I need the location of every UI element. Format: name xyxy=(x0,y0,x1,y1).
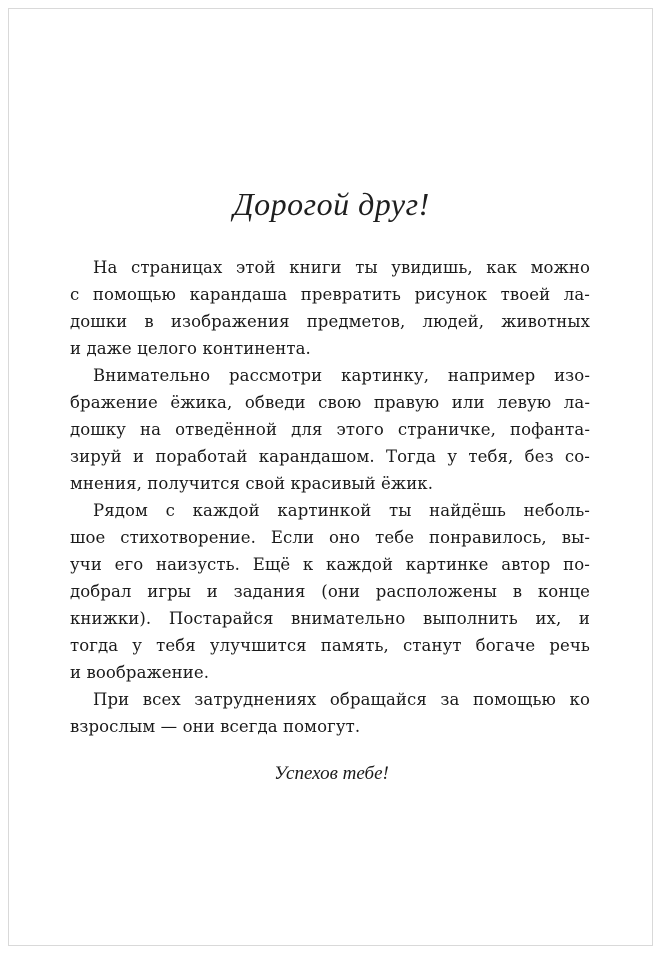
paragraph-1-line-1: На страницах этой книги ты увидишь, как можно xyxy=(93,258,590,277)
closing-wish: Успехов тебе! xyxy=(274,763,389,784)
paragraph-2-line-5: мнения, получится свой красивый ёжик. xyxy=(70,474,434,493)
paragraph-4-line-1: При всех затруднениях обращайся за помощью ко xyxy=(93,690,590,709)
paragraph-3-line-4: добрал игры и задания (они расположены в конце xyxy=(70,582,590,601)
paragraph-1-line-2: с помощью карандаша превратить рисунок твоей ла- xyxy=(70,285,590,304)
paragraph-2-line-3: дошку на отведённой для этого страничке, пофанта- xyxy=(70,420,590,439)
paragraph-3-line-3: учи его наизусть. Ещё к каждой картинке автор по- xyxy=(70,555,590,574)
paragraph-3-line-2: шое стихотворение. Если оно тебе понравилось, вы- xyxy=(70,528,590,547)
paragraph-3-line-7: и воображение. xyxy=(70,663,210,682)
paragraph-3-line-6: тогда у тебя улучшится память, станут богаче речь xyxy=(70,636,590,655)
paragraph-1-line-3: дошки в изображения предметов, людей, животных xyxy=(70,312,590,331)
paragraph-2-line-4: зируй и поработай карандашом. Тогда у тебя, без со- xyxy=(70,447,590,466)
paragraph-3-line-1: Рядом с каждой картинкой ты найдёшь неболь- xyxy=(93,501,590,520)
paragraph-1-line-4: и даже целого континента. xyxy=(70,339,311,358)
paragraph-2-line-2: бражение ёжика, обведи свою правую или левую ла- xyxy=(70,393,590,412)
paragraph-3-line-5: книжки). Постарайся внимательно выполнить их, и xyxy=(70,609,590,628)
page-heading: Дорогой друг! xyxy=(233,186,430,222)
paragraph-2-line-1: Внимательно рассмотри картинку, например изо- xyxy=(93,366,590,385)
paragraph-4-line-2: взрослым — они всегда помогут. xyxy=(70,717,361,736)
